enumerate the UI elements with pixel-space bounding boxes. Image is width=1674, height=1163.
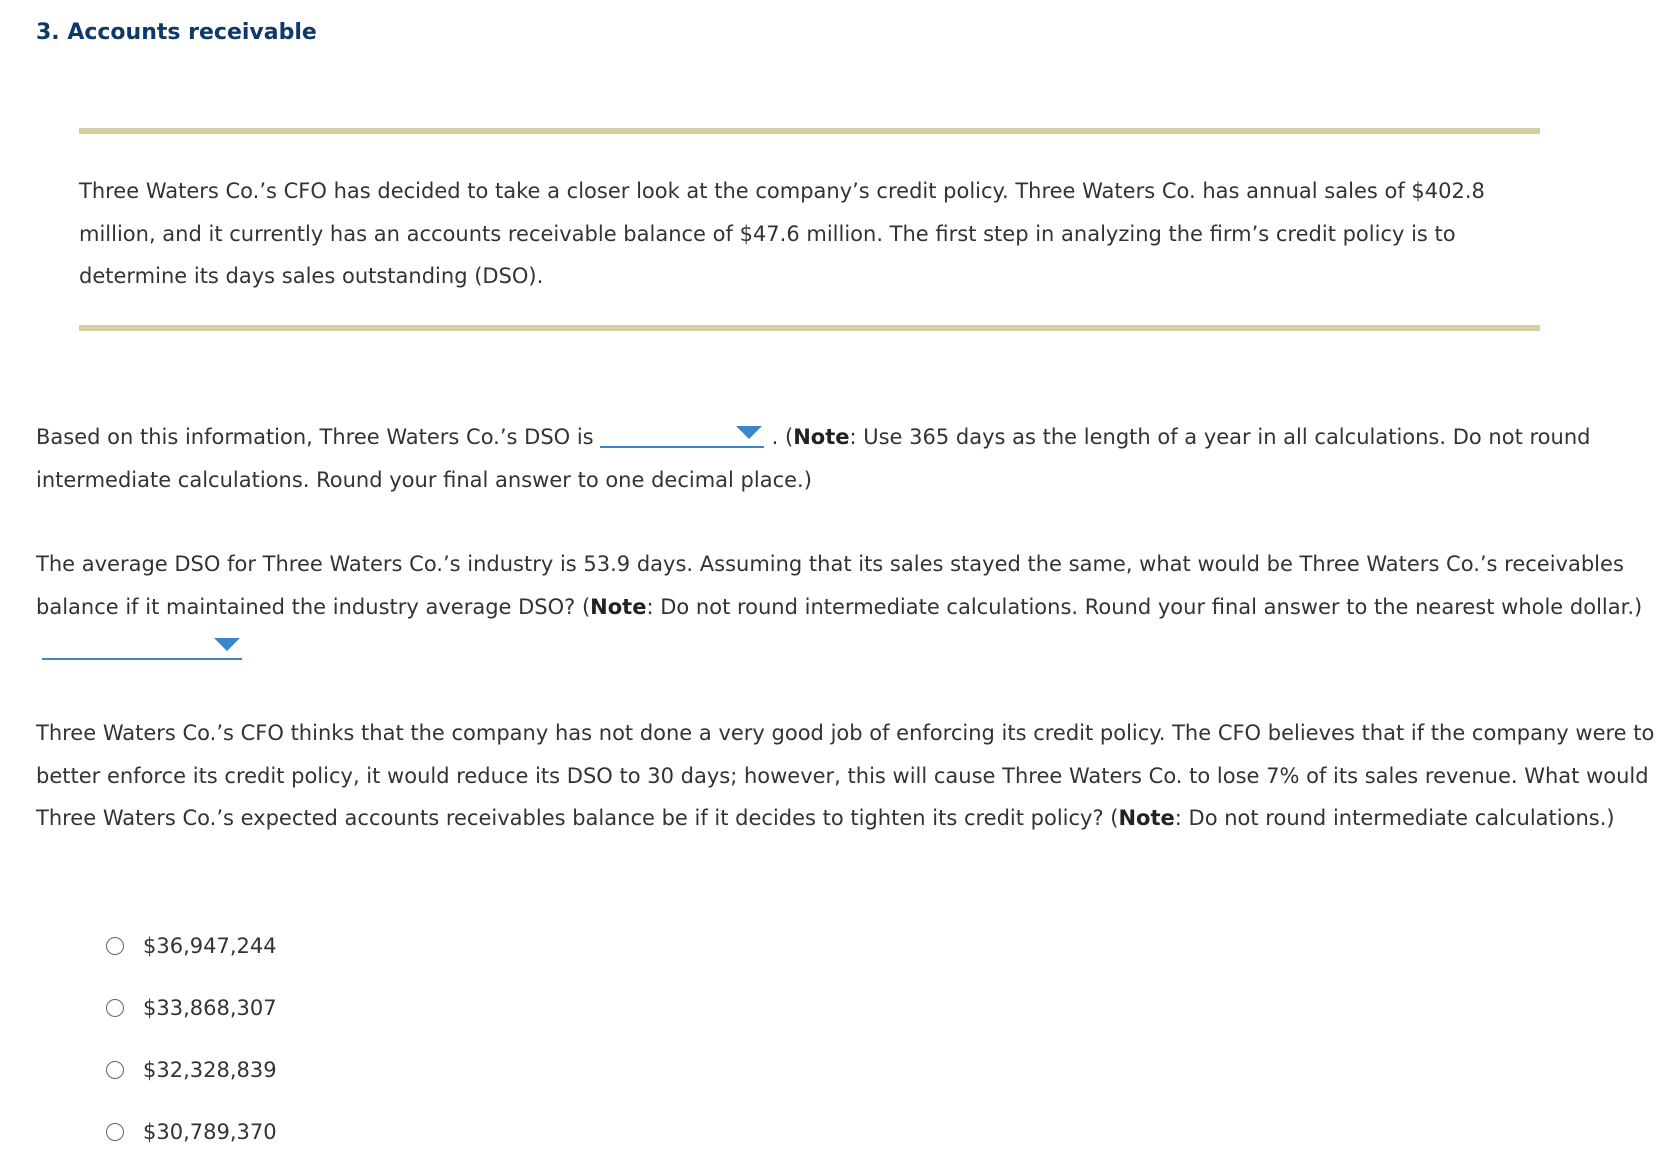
- radio-button-icon[interactable]: [106, 1123, 124, 1141]
- answer-option-label: $36,947,244: [143, 934, 277, 958]
- dso-answer-dropdown[interactable]: [600, 420, 764, 448]
- part3-note-text: : Do not round intermediate calculations.): [1174, 806, 1615, 830]
- part1-paragraph: [36, 416, 1656, 501]
- answer-options-list: [106, 915, 277, 1163]
- answer-option-label: $33,868,307: [143, 996, 277, 1020]
- answer-option[interactable]: [106, 1101, 277, 1163]
- part1-note-text: : Use 365 days as the length of a year in all calculations. Do not round intermediate calculations. Round your final answer to one decimal place.): [36, 425, 1591, 492]
- part1-prefix: Based on this information, Three Waters Co.’s DSO is: [36, 425, 594, 449]
- answer-option[interactable]: [106, 1039, 277, 1101]
- chevron-down-icon: [736, 426, 762, 439]
- radio-button-icon[interactable]: [106, 999, 124, 1017]
- part2-text: The average DSO for Three Waters Co.’s industry is 53.9 days. Assuming that its sales stayed the same, what would be Three Waters Co.’s receivables balance if it maintained the industry average DSO? (: [36, 552, 1624, 619]
- part3-paragraph: [36, 712, 1656, 840]
- part2-paragraph: [36, 543, 1656, 671]
- answer-option[interactable]: [106, 977, 277, 1039]
- chevron-down-icon: [214, 638, 240, 651]
- receivables-answer-dropdown[interactable]: [42, 632, 242, 660]
- scenario-top-rule: [79, 128, 1540, 134]
- answer-option-label: $32,328,839: [143, 1058, 277, 1082]
- part2-note-text: : Do not round intermediate calculations. Round your final answer to the nearest whole dollar.): [646, 594, 1643, 619]
- answer-option[interactable]: [106, 915, 277, 977]
- radio-button-icon[interactable]: [106, 1061, 124, 1079]
- answer-option-label: $30,789,370: [143, 1120, 277, 1144]
- scenario-text: Three Waters Co.’s CFO has decided to take a closer look at the company’s credit policy. Three Waters Co. has annual sales of $402.8 million, and it currently has an accounts receivable balance of $47.6 million. The first step in analyzing the firm’s credit policy is to determine its days sales outstanding (DSO).: [79, 179, 1485, 288]
- part2-note-label: Note: [590, 594, 647, 619]
- part3-note-label: Note: [1118, 806, 1175, 830]
- part1-after-dropdown: . (: [771, 425, 794, 449]
- part1-note-label: Note: [793, 425, 850, 449]
- question-title: 3. Accounts receivable: [36, 20, 317, 45]
- scenario-bottom-rule: [79, 325, 1540, 331]
- radio-button-icon[interactable]: [106, 937, 124, 955]
- part3-text: Three Waters Co.’s CFO thinks that the company has not done a very good job of enforcing its credit policy. The CFO believes that if the company were to better enforce its credit policy, it would reduce its DSO to 30 days; however, this will cause Three Waters Co. to lose 7% of its sales revenue. What would Three Waters Co.’s expected accounts receivables balance be if it decides to tighten its credit policy? (: [36, 721, 1655, 830]
